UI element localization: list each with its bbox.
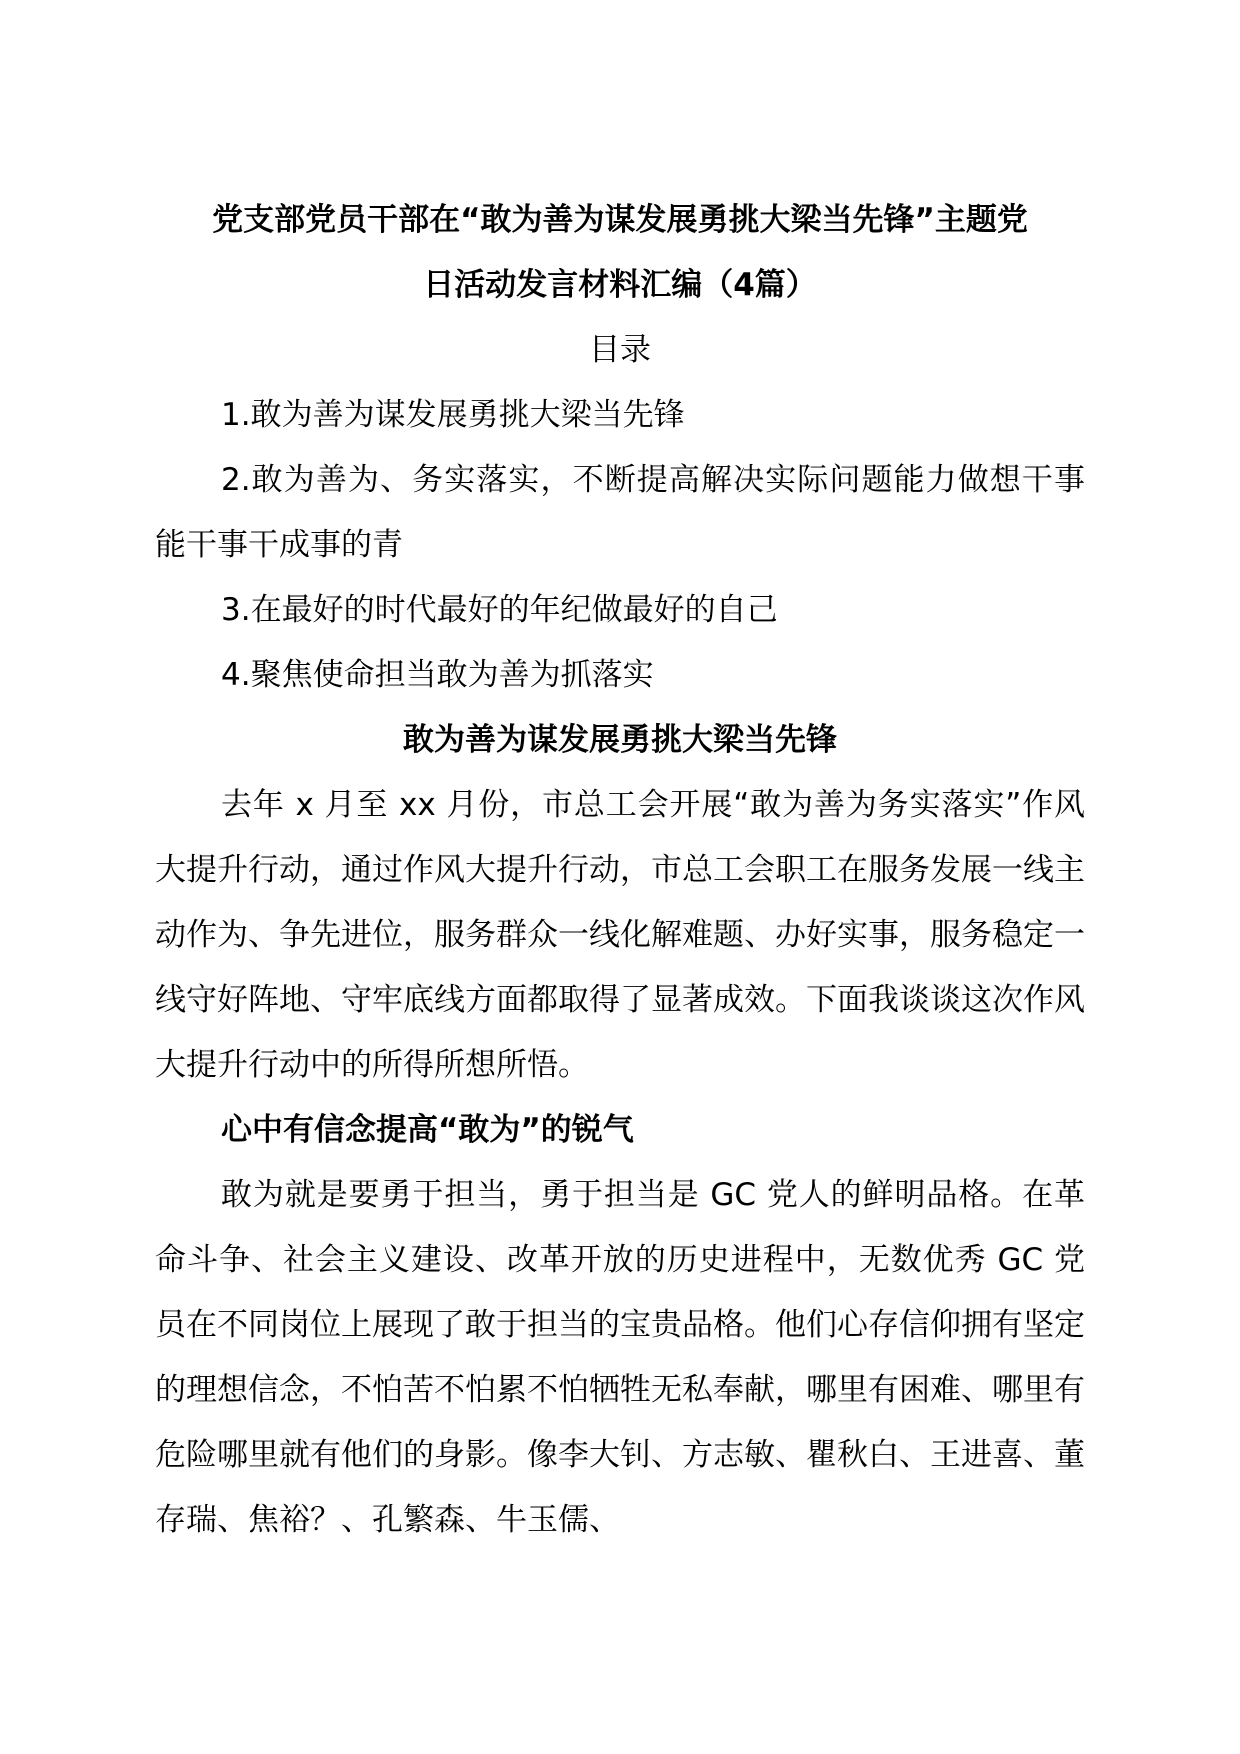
document-title-line-1: 党支部党员干部在“敢为善为谋发展勇挑大梁当先锋”主题党 xyxy=(212,202,1028,238)
document-title xyxy=(155,188,1085,318)
document-title-line-2: 日活动发言材料汇编（4篇） xyxy=(423,267,817,303)
toc-heading: 目录 xyxy=(589,332,651,368)
section-heading: 敢为善为谋发展勇挑大梁当先锋 xyxy=(403,722,837,758)
toc-item-1: 1.敢为善为谋发展勇挑大梁当先锋 xyxy=(221,397,685,433)
toc-item-3: 3.在最好的时代最好的年纪做最好的自己 xyxy=(221,592,778,628)
document-body xyxy=(155,188,1085,1553)
toc-item-4: 4.聚焦使命担当敢为善为抓落实 xyxy=(221,657,654,693)
paragraph-1: 去年 x 月至 xx 月份，市总工会开展“敢为善为务实落实”作风大提升行动，通过作风大提升行动，市总工会职工在服务发展一线主动作为、争先进位，服务群众一线化解难题、办好实事，服务稳定一线守好阵地、守牢底线方面都取得了显著成效。下面我谈谈这次作风大提升行动中的所得所想所悟。 xyxy=(155,787,1085,1083)
table-of-contents xyxy=(155,383,1085,708)
toc-item-2: 2.敢为善为、务实落实，不断提高解决实际问题能力做想干事能干事干成事的青 xyxy=(155,462,1085,563)
sub-heading: 心中有信念提高“敢为”的锐气 xyxy=(221,1112,634,1148)
paragraph-2: 敢为就是要勇于担当，勇于担当是 GC 党人的鲜明品格。在革命斗争、社会主义建设、改革开放的历史进程中，无数优秀 GC 党员在不同岗位上展现了敢于担当的宝贵品格。他们心存信仰拥有坚定的理想信念，不怕苦不怕累不怕牺牲无私奉献，哪里有困难、哪里有危险哪里就有他们的身影。像李大钊、方志敏、瞿秋白、王进喜、董存瑞、焦裕？、孔繁森、牛玉儒、 xyxy=(155,1177,1085,1538)
